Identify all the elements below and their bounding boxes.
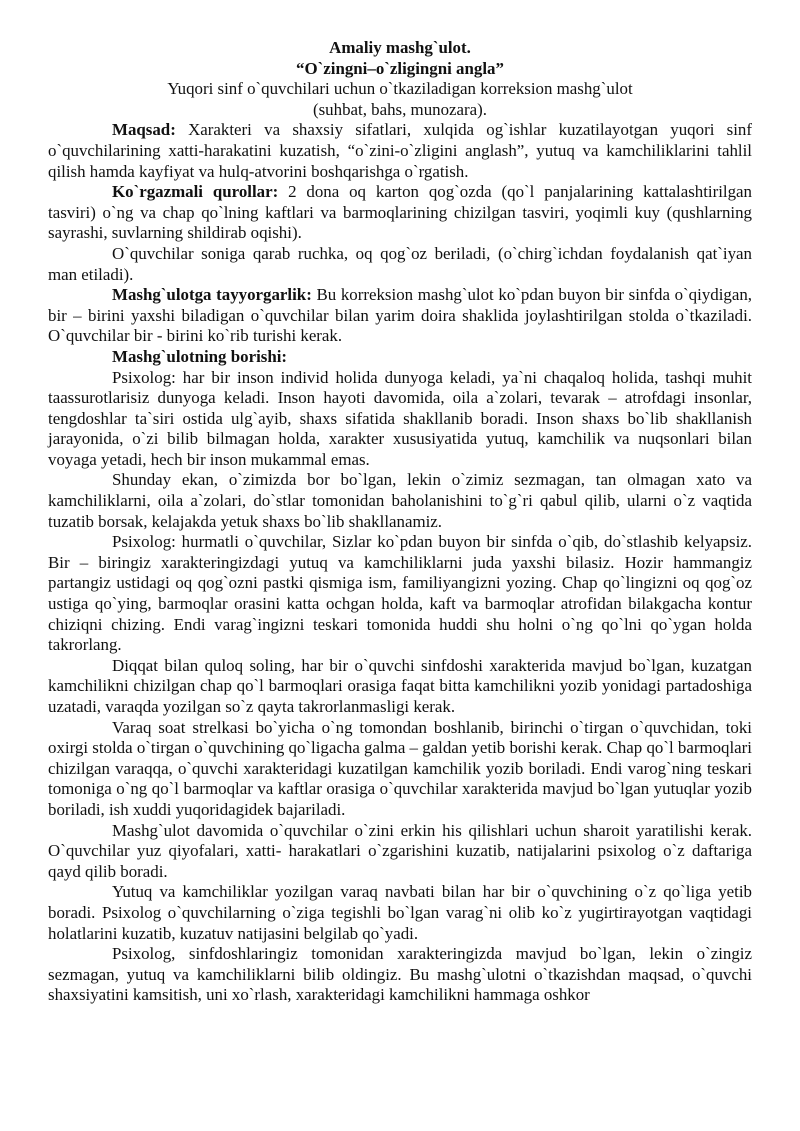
document-description: Yuqori sinf o`quvchilari uchun o`tkaziladigan korreksion mashg`ulot — [167, 79, 633, 99]
korgazmali-text: 2 dona oq karton qog`ozda (qo`l panjalarining kattalashtirilgan tasviri) o`ng va chap qo`lning kaftlari va barmoqlarining chizilgan tasviri, yoqimli kuy (qushlarning sayrashi, suvlarning shildirab oqishi). — [48, 182, 752, 243]
paragraph-1: Psixolog: har bir inson individ holida dunyoga keladi, ya`ni chaqaloq holida, tashqi muhit taassurotlarisiz dunyoga keladi. Inson hayoti davomida, oila a`zolari, tevarak – atrofdagi insonlar, tengdoshlar ta`siri ostida ulg`ayib, shaxs sifatida shakllanib boradi. Inson shaxs bo`lib shakllanish jarayonida, o`zi bilib bilmagan holda, xarakter xususiyatida yutuq, kamchilik va nuqsonlari bilan voyaga yetadi, hech bir inson mukammal emas. — [48, 367, 752, 469]
tayyorgarlik-label: Mashg`ulotga tayyorgarlik: — [112, 285, 312, 305]
paragraph-5: Varaq soat strelkasi bo`yicha o`ng tomondan boshlanib, birinchi o`tirgan o`quvchidan, toki oxirgi stolda o`tirgan o`quvchining qo`ligacha galma – galdan yetib borishi kerak. Chap qo`l barmoqlari chizilgan varaqqa, o`quvchi xarakteridagi kuzatilgan kamchilik yozib boriladi. Endi varog`ning teskari tomoniga o`ng qo`l barmoqlar va kaftlar orasiga o`quvchilar xarakterida mavjud bo`lgan yutuqlar yozib boriladi, ish xuddi yuqoridagidek bajariladi. — [48, 717, 752, 819]
korgazmali-label: Ko`rgazmali qurollar: — [112, 182, 279, 202]
tayyorgarlik-text: Bu korreksion mashg`ulot ko`pdan buyon bir sinfda o`qiydigan, bir – birini yaxshi biladigan o`quvchilar bilan yarim doira shaklida joylashtirilgan stolda o`tkaziladi. O`quvchilar bir - birini ko`rib turishi kerak. — [48, 285, 753, 346]
paragraph-3: Psixolog: hurmatli o`quvchilar, Sizlar ko`pdan buyon bir sinfda o`qib, do`stlashib kelyapsiz. Bir – biringiz xarakteringizdagi yutuq va kamchiliklarni juda yaxshi bilasiz. Hozir hammangiz partangiz ustidagi oq qog`ozni pastki qismiga ism, familiyangizni yozing. Chap qo`lingizni oq qog`oz ustiga qo`ying, barmoqlar orasini katta ochgan holda, kaft va barmoqlar atrofidan bilakgacha kontur chiziqni chizing. Endi varag`ingizni teskari tomonida huddi shu holni o`ng qo`lni qo`ygan holda takrorlang. — [48, 532, 752, 655]
paragraph-ruchka: O`quvchilar soniga qarab ruchka, oq qog`oz beriladi, (o`chirg`ichdan foydalanish qat`iyan man etiladi). — [48, 243, 752, 284]
paragraph-4: Diqqat bilan quloq soling, har bir o`quvchi sinfdoshi xarakterida mavjud bo`lgan, kuzatgan kamchilikni chizilgan chap qo`l barmoqlari orasiga faqat bitta kamchilikni yozib yonidagi partadoshiga uzatadi, varaqda yozilgan so`z qayta takrorlanmasligi kerak. — [48, 655, 752, 716]
paragraph-7: Yutuq va kamchiliklar yozilgan varaq navbati bilan har bir o`quvchining o`z qo`liga yetib boradi. Psixolog o`quvchilarning o`ziga tegishli bo`lgan varag`ni olib ko`z yugirtirayotgan vaqtidagi holatlarini kuzatib, kuzatuv natijasini belgilab qo`yadi. — [48, 882, 752, 943]
maqsad-label: Maqsad: — [112, 120, 176, 140]
paragraph-6: Mashg`ulot davomida o`quvchilar o`zini erkin his qilishlari uchun sharoit yaratilishi kerak. O`quvchilar yuz qiyofalari, xatti- harakatlari o`zgarishini kuzatib, natijalarini psixolog o`z daftariga qayd qilib boradi. — [48, 820, 752, 881]
document-subtitle: “O`zingni–o`zligingni angla” — [296, 58, 504, 78]
paragraph-borishi-heading: Mashg`ulotning borishi: — [112, 346, 288, 366]
paragraph-tayyorgarlik — [48, 285, 752, 347]
paragraph-2: Shunday ekan, o`zimizda bor bo`lgan, lekin o`zimiz sezmagan, tan olmagan xato va kamchiliklarni, oila a`zolari, do`stlar tomonidan baholanishini to`g`ri qabul qilib, ularni o`z vaqtida tuzatib borsak, kelajakda yetuk shaxs bo`lib shakllanamiz. — [48, 470, 752, 531]
maqsad-text: Xarakteri va shaxsiy sifatlari, xulqida og`ishlar kuzatilayotgan yuqori sinf o`quvchilarining xatti-harakatini kuzatish, “o`zini-o`zligini anglash”, yutuq va kamchiliklarini tahlil qilish hamda kayfiyat va hulq-atvorini boshqarishga o`rgatish. — [48, 120, 752, 181]
paragraph-maqsad — [48, 120, 752, 182]
paragraph-korgazmali — [48, 182, 752, 244]
document-title: Amaliy mashg`ulot. — [329, 38, 471, 57]
paragraph-8: Psixolog, sinfdoshlaringiz tomonidan xarakteringizda mavjud bo`lgan, lekin o`zingiz sezmagan, yutuq va kamchiliklarni bilib oldingiz. Bu mashg`ulotni o`tkazishdan maqsad, o`quvchi shaxsiyatini kamsitish, uni xo`rlash, xarakteridagi kamchilikni hammaga oshkor — [48, 944, 752, 1005]
document-format: (suhbat, bahs, munozara). — [312, 99, 487, 119]
